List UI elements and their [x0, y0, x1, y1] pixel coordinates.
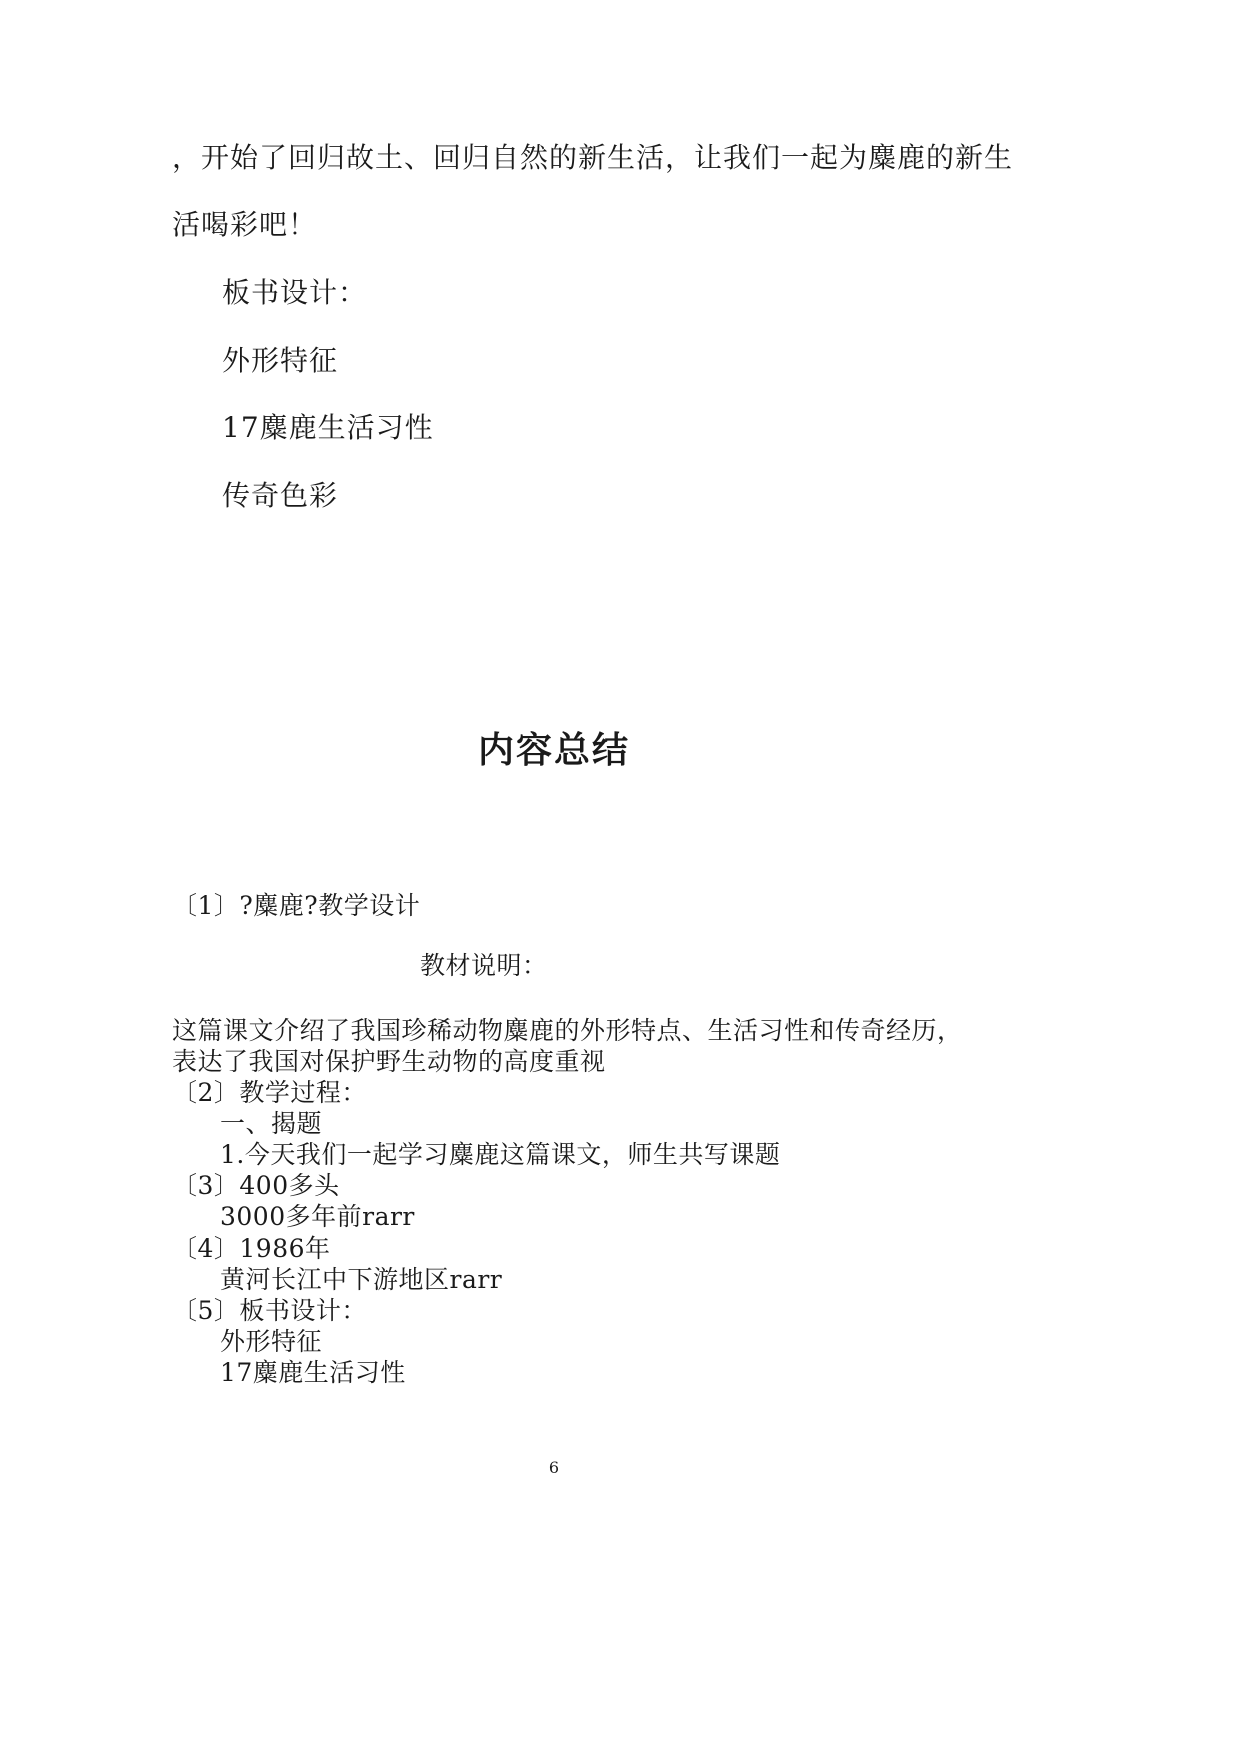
- description-line-2: 表达了我国对保护野生动物的高度重视: [172, 1047, 606, 1076]
- summary-item-1: 〔1〕?麋鹿?教学设计: [172, 891, 421, 920]
- summary-item-2-sub-1: 一、揭题: [220, 1109, 323, 1138]
- board-item-habits: 17麋鹿生活习性: [222, 411, 434, 444]
- summary-item-5: 〔5〕板书设计：: [172, 1296, 367, 1325]
- summary-item-3: 〔3〕400多头: [172, 1171, 340, 1200]
- material-heading: 教材说明：: [420, 951, 548, 980]
- summary-item-5-sub-2: 17麋鹿生活习性: [220, 1358, 406, 1387]
- paragraph-line-1: ，开始了回归故土、回归自然的新生活，让我们一起为麋鹿的新生: [172, 141, 1014, 174]
- board-item-legend: 传奇色彩: [222, 479, 339, 512]
- summary-item-3-sub: 3000多年前rarr: [220, 1202, 415, 1231]
- summary-item-4: 〔4〕1986年: [172, 1234, 331, 1263]
- board-design-heading: 板书设计：: [222, 276, 368, 309]
- summary-item-2: 〔2〕教学过程：: [172, 1078, 367, 1107]
- paragraph-line-2: 活喝彩吧！: [172, 208, 318, 241]
- summary-title: 内容总结: [477, 730, 630, 771]
- summary-item-4-sub: 黄河长江中下游地区rarr: [220, 1265, 503, 1294]
- description-line-1: 这篇课文介绍了我国珍稀动物麋鹿的外形特点、生活习性和传奇经历，: [172, 1016, 963, 1045]
- summary-item-5-sub-1: 外形特征: [220, 1327, 323, 1356]
- summary-item-2-sub-2: 1.今天我们一起学习麋鹿这篇课文，师生共写课题: [220, 1140, 781, 1169]
- board-item-appearance: 外形特征: [222, 344, 339, 377]
- page-number: 6: [548, 1458, 560, 1477]
